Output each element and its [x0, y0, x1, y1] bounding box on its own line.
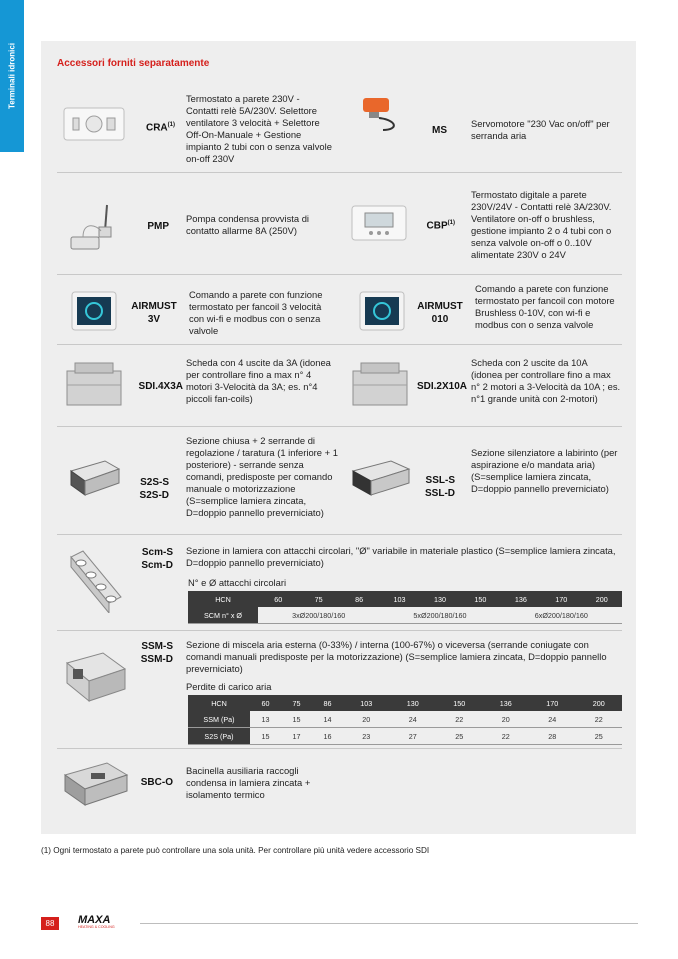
table-header-cell: 170 [541, 591, 581, 607]
scm-description: Sezione in lamiera con attacchi circolari, "Ø" variabile in materiale plastico (S=semplice lamiera zincata, D=doppio pannello preverniciato) [186, 545, 616, 568]
ssl-description: Sezione silenziatore a labirinto (per aspirazione e/o mandata aria) (S=semplice lamiera zincata, D=doppio pannello preverniciato) [471, 447, 618, 494]
table-cell: 23 [343, 728, 390, 745]
scm-attachments-table [188, 591, 622, 624]
sbco-description: Bacinella ausiliaria raccogli condensa in lamiera zincata + isolamento termico [186, 765, 311, 800]
table-cell: 27 [390, 728, 437, 745]
brand-name: MAXA [78, 914, 111, 926]
ms-description: Servomotore "230 Vac on/off" per serranda aria [471, 118, 610, 141]
page-heading: Accessori forniti separatamente [57, 58, 210, 69]
cbp-code: CBP$^{(1)}$ [426, 220, 455, 232]
pmp-description: Pompa condensa provvista di contatto allarme 8A (250V) [186, 213, 309, 236]
drip-tray-icon [61, 759, 131, 809]
accessory-row-3 [57, 274, 622, 345]
table-cell: 28 [529, 728, 576, 745]
sdi4x3a-code: SDI.4X3A [138, 381, 183, 392]
table-row [188, 728, 622, 745]
table-cell: 22 [576, 711, 623, 728]
accessory-row-5 [57, 426, 622, 535]
table-header-cell: 103 [343, 695, 390, 711]
table-header-cell: 170 [529, 695, 576, 711]
table-cell: 15 [281, 711, 312, 728]
table-cell: 24 [529, 711, 576, 728]
ms-code: MS [432, 125, 447, 136]
section-side-tab [0, 0, 24, 152]
table-header-cell: 150 [436, 695, 483, 711]
table-cell: 5xØ200/180/160 [379, 607, 500, 624]
table-header-cell: 136 [483, 695, 530, 711]
page-number: 88 [41, 917, 59, 930]
servomotor-icon [357, 96, 401, 132]
table-cell: 20 [343, 711, 390, 728]
table-cell: 22 [436, 711, 483, 728]
condensate-pump-icon [67, 201, 119, 253]
table-cell: 25 [576, 728, 623, 745]
table-header-cell: HCN [188, 591, 258, 607]
table-cell: 24 [390, 711, 437, 728]
table-cell: 16 [312, 728, 343, 745]
table-header-cell: 130 [420, 591, 460, 607]
s2s-code: S2S-S S2S-D [139, 477, 169, 501]
maxa-logo [78, 913, 134, 929]
pmp-code: PMP [147, 221, 169, 232]
table-cell: 20 [483, 711, 530, 728]
accessory-row-8 [57, 748, 622, 821]
cbp-description: Termostato digitale a parete 230V/24V - Contatti relè 3A/230V. Ventilatore on-off o brushless, gestione impianto 2 o 4 tubi con o senza valvole on-off o 0..10V alimentate 230V o 24V [471, 189, 612, 260]
table-cell: 15 [250, 728, 281, 745]
section-side-tab-label: Terminali idronici [7, 42, 17, 110]
digital-thermostat-icon [351, 205, 407, 241]
table-header-cell: 86 [339, 591, 379, 607]
airmust3v-description: Comando a parete con funzione termostato per fancoil 3 velocità con wi-fi e modbus con o senza valvole [189, 289, 323, 336]
ssm-pressure-loss-table [188, 695, 622, 745]
accessory-row-4 [57, 344, 622, 427]
scm-code: Scm-S Scm-D [141, 547, 173, 571]
table-header-cell: 60 [258, 591, 298, 607]
table-row-label: SCM n° x Ø [188, 607, 258, 624]
ssm-code: SSM-S SSM-D [140, 641, 173, 665]
touch-controller-icon [359, 291, 405, 331]
circular-outlet-plenum-icon [65, 547, 125, 613]
table-cell: 25 [436, 728, 483, 745]
accessory-row-7 [57, 630, 622, 749]
sdi4x3a-description: Scheda con 4 uscite da 3A (idonea per controllare fino a max n° 4 motori 3-Velocità da 3A; es. n°4 piccoli fan-coils) [186, 357, 331, 404]
table-cell: 13 [250, 711, 281, 728]
table-cell: 3xØ200/180/160 [258, 607, 379, 624]
table-header-row [188, 591, 622, 607]
table-header-cell: HCN [188, 695, 250, 711]
airmust010-description: Comando a parete con funzione termostato per fancoil con motore Brushless 0-10V, con wi-fi e modbus con o senza valvole [475, 283, 615, 330]
footer-divider [140, 923, 638, 924]
table-row [188, 607, 622, 624]
table-header-cell: 200 [576, 695, 623, 711]
wall-thermostat-icon [63, 106, 125, 142]
accessory-row-6 [57, 534, 622, 631]
table-header-cell: 86 [312, 695, 343, 711]
airmust010-code: AIRMUST 010 [417, 301, 463, 325]
din-module-icon [351, 361, 409, 411]
accessory-row-2 [57, 172, 622, 275]
sdi2x10a-code: SDI.2X10A [416, 381, 467, 392]
accessory-row-1 [57, 86, 622, 172]
table-header-row [188, 695, 622, 711]
cra-description: Termostato a parete 230V - Contatti relè 5A/230V. Selettore ventilatore 3 velocità + Selettore Off-On-Manuale + Gestione impianto 2 tubi con o senza valvole on-off 230V [186, 93, 332, 164]
table-cell: 14 [312, 711, 343, 728]
footnote: (1) Ogni termostato a parete può controllare una sola unità. Per controllare più unità vedere accessorio SDI [41, 846, 430, 855]
cra-code: CRA$^{(1)}$ [145, 122, 175, 134]
table-header-cell: 200 [582, 591, 623, 607]
table-header-cell: 75 [281, 695, 312, 711]
table-cell: 17 [281, 728, 312, 745]
sdi2x10a-description: Scheda con 2 uscite da 10A (idonea per controllare fino a max n° 2 motori a 3-Velocità da 10A ; es. n°1 grande unità con 2-motori) [471, 357, 621, 404]
table-header-cell: 60 [250, 695, 281, 711]
table-header-cell: 130 [390, 695, 437, 711]
table-header-cell: 103 [379, 591, 419, 607]
brand-tagline: HEATING & COOLING [78, 925, 115, 929]
touch-controller-icon [71, 291, 117, 331]
sbco-code: SBC-O [140, 777, 173, 788]
table-row [188, 711, 622, 728]
table-row-label: S2S (Pa) [188, 728, 250, 745]
table-row-label: SSM (Pa) [188, 711, 250, 728]
scm-table-title: N° e Ø attacchi circolari [188, 577, 287, 588]
table-header-cell: 150 [460, 591, 500, 607]
ssl-code: SSL-S SSL-D [425, 475, 455, 499]
table-header-cell: 136 [501, 591, 541, 607]
ssm-description: Sezione di miscela aria esterna (0-33%) / interna (100-67%) o viceversa (serrande coniugate con comandi manuali predisposte per la motorizzazione) (S=semplice lamiera zincata, D=doppio pannello preverniciato) [186, 639, 607, 674]
airmust3v-code: AIRMUST 3V [131, 301, 177, 325]
table-cell: 22 [483, 728, 530, 745]
table-cell: 6xØ200/180/160 [501, 607, 622, 624]
mixing-section-icon [63, 649, 129, 705]
damper-section-icon [67, 457, 123, 499]
silencer-section-icon [349, 457, 413, 499]
s2s-description: Sezione chiusa + 2 serrande di regolazione / taratura (1 inferiore + 1 posteriore) - serrande senza comandi, predisposte per comando manuale o motorizzazione (S=semplice lamiera zincata, D=doppio pannello preverniciato) [186, 435, 338, 518]
table-header-cell: 75 [298, 591, 338, 607]
din-module-icon [65, 361, 123, 411]
ssm-table-title: Perdite di carico aria [186, 681, 272, 692]
